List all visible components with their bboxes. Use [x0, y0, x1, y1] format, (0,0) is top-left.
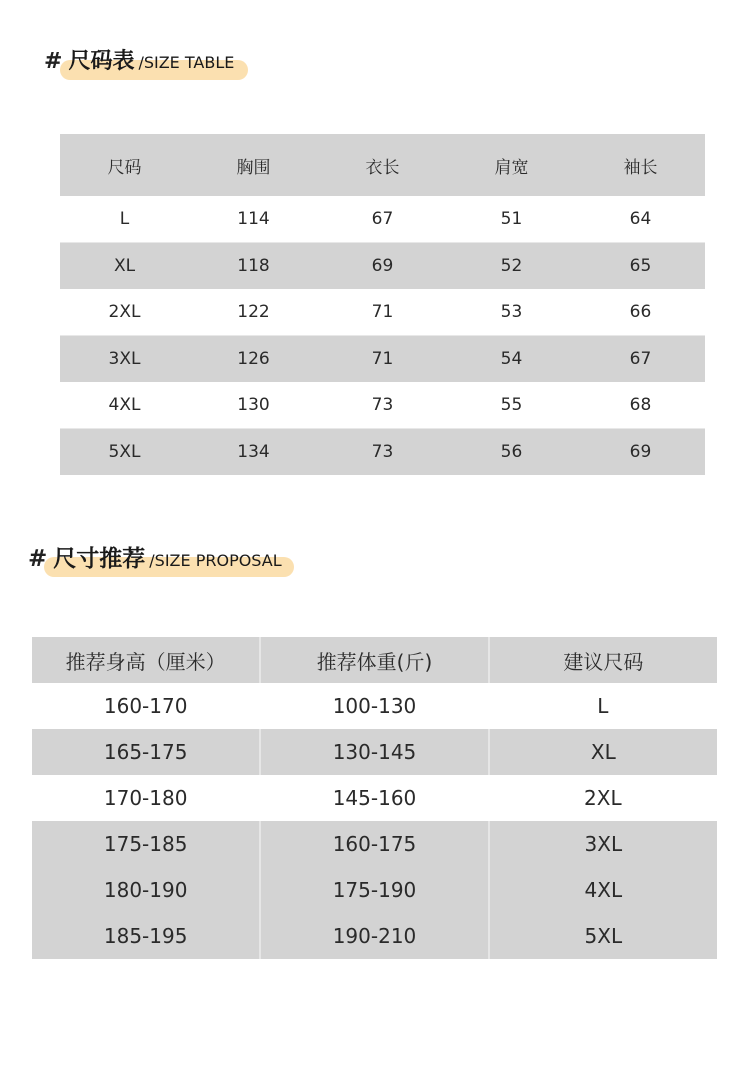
table-cell: 180-190	[32, 867, 260, 913]
table-cell: 73	[318, 429, 447, 476]
table-cell: 145-160	[332, 786, 417, 810]
table-cell: 130	[237, 395, 270, 415]
table-row	[32, 913, 717, 959]
table-cell: 56	[447, 429, 576, 476]
table-row	[32, 867, 717, 913]
table-cell: 185-195	[32, 913, 260, 959]
table-cell: 67	[371, 209, 394, 229]
table-cell: 67	[576, 336, 705, 383]
table-row	[32, 821, 717, 867]
size-table	[60, 134, 705, 475]
table-row	[60, 382, 705, 429]
header-length: 衣长	[318, 134, 447, 196]
table-cell: 160-175	[260, 821, 488, 867]
table-cell: 130-145	[260, 729, 488, 775]
table-cell: 65	[576, 243, 705, 290]
header-height: 推荐身高（厘米）	[32, 637, 260, 683]
table-cell: 52	[447, 243, 576, 290]
table-cell: 114	[237, 209, 270, 229]
table-cell: 175-185	[32, 821, 260, 867]
size-proposal-heading	[28, 540, 282, 573]
table-cell: 5XL	[60, 429, 189, 476]
header-shoulder: 肩宽	[447, 134, 576, 196]
table-cell: 53	[500, 302, 523, 322]
table-cell: XL	[60, 243, 189, 290]
table-row	[60, 336, 705, 383]
table-cell: 190-210	[260, 913, 488, 959]
table-cell: 134	[189, 429, 318, 476]
header-weight: 推荐体重(斤)	[260, 637, 488, 683]
size-proposal-title-en: /SIZE PROPOSAL	[149, 551, 282, 570]
table-cell: 3XL	[60, 336, 189, 383]
header-chest: 胸围	[189, 134, 318, 196]
size-table-title-cn: 尺码表	[68, 49, 135, 74]
table-cell: L	[119, 209, 130, 229]
table-cell: 4XL	[489, 867, 717, 913]
table-row	[60, 196, 705, 243]
size-table-heading	[44, 44, 234, 75]
table-cell: 126	[189, 336, 318, 383]
table-cell: 170-180	[103, 786, 188, 810]
table-cell: 165-175	[32, 729, 260, 775]
table-cell: XL	[489, 729, 717, 775]
proposal-header-row	[32, 637, 717, 683]
table-cell: 68	[629, 395, 652, 415]
header-sleeve: 袖长	[576, 134, 705, 196]
table-row	[60, 243, 705, 290]
table-cell: 73	[371, 395, 394, 415]
size-table-title-en: /SIZE TABLE	[138, 53, 235, 72]
table-cell: L	[597, 694, 609, 718]
table-cell: 69	[318, 243, 447, 290]
table-cell: 71	[318, 336, 447, 383]
hash-icon: #	[28, 546, 48, 572]
table-cell: 3XL	[489, 821, 717, 867]
header-suggested-size: 建议尺码	[489, 637, 717, 683]
table-cell: 100-130	[332, 694, 417, 718]
table-cell: 160-170	[103, 694, 188, 718]
size-proposal-title-cn: 尺寸推荐	[53, 546, 146, 572]
table-cell: 51	[500, 209, 523, 229]
table-cell: 2XL	[584, 786, 622, 810]
table-cell: 118	[189, 243, 318, 290]
table-cell: 66	[629, 302, 652, 322]
table-cell: 4XL	[108, 395, 141, 415]
table-row	[32, 775, 717, 821]
table-cell: 54	[447, 336, 576, 383]
table-cell: 64	[629, 209, 652, 229]
table-row	[32, 683, 717, 729]
table-cell: 175-190	[260, 867, 488, 913]
table-row	[60, 289, 705, 336]
table-cell: 122	[237, 302, 270, 322]
table-cell: 2XL	[108, 302, 141, 322]
table-cell: 5XL	[489, 913, 717, 959]
table-cell: 69	[576, 429, 705, 476]
size-proposal-table	[32, 637, 718, 959]
hash-icon: #	[44, 49, 63, 74]
header-size: 尺码	[60, 134, 189, 196]
table-row	[60, 429, 705, 476]
table-row	[32, 729, 717, 775]
size-table-header-row	[60, 134, 705, 196]
table-cell: 55	[500, 395, 523, 415]
table-cell: 71	[371, 302, 394, 322]
